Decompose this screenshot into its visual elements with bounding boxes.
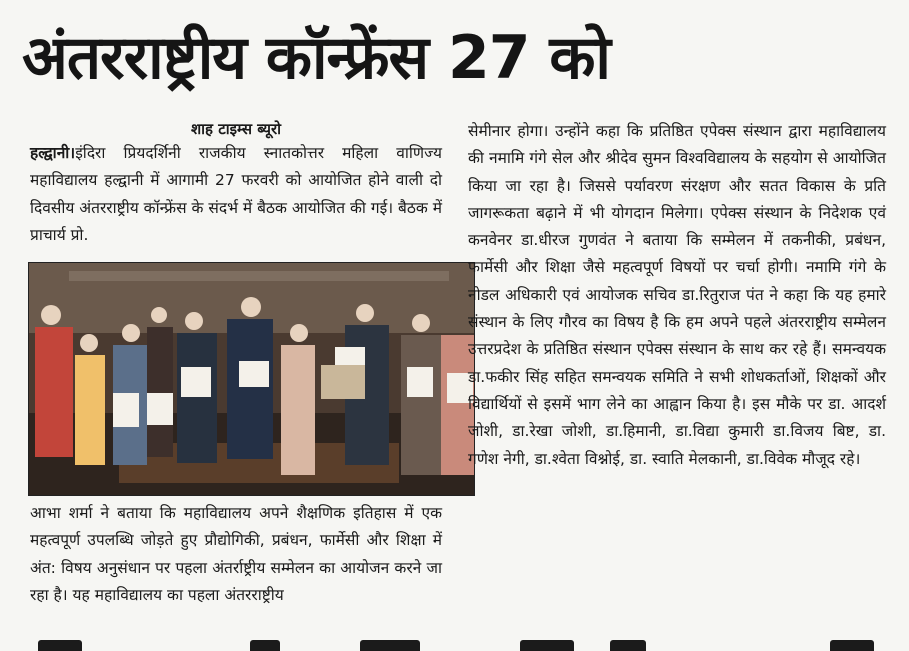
- article-column-right: [468, 118, 886, 473]
- next-headline-fragment: [0, 640, 909, 651]
- dateline: हल्द्वानी।: [30, 144, 76, 162]
- article-column-left-top: [30, 118, 442, 249]
- article-paragraph-lead: [30, 140, 442, 249]
- byline: शाह टाइम्स ब्यूरो: [190, 120, 282, 138]
- article-column-left-bottom: [30, 500, 442, 609]
- article-paragraph-right: सेमीनार होगा। उन्होंने कहा कि प्रतिष्ठित एपेक्स संस्थान द्वारा महाविद्यालय की नमामि गंगे सेल और श्रीदेव सुमन विश्वविद्यालय के सहयोग से आयोजित किया जा रहा है। जिससे पर्यावरण संरक्षण और सतत विकास के प्रति जागरूकता बढ़ाने में भी योगदान मिलेगा। एपेक्स संस्थान के निदेशक एवं कनवेनर डा.धीरज गुणवंत ने बताया कि सम्मेलन में तकनीकी, प्रबंधन, फार्मेसी और शिक्षा जैसे महत्वपूर्ण विषयों पर चर्चा होगी। नमामि गंगे के नोडल अधिकारी एवं आयोजक सचिव डा.रितुराज पंत ने कहा कि यह हमारे संस्थान के लिए गौरव का विषय है कि हम अपने पहले अंतरराष्ट्रीय सम्मेलन उत्तरप्रदेश के प्रतिष्ठित संस्थान एपेक्स संस्थान के साथ कर रहे हैं। समन्वयक डा.फकीर सिंह सहित समन्वयक समिति ने सभी शोधकर्ताओं, शिक्षकों और विद्यार्थियों से इसमें भाग लेने का आह्वान किया है। इस मौके पर डा. आदर्श जोशी, डा.रेखा जोशी, डा.हिमानी, डा.विद्या कुमारी डा.विजय बिष्ट, डा. गणेश नेगी, डा.श्वेता विश्नोई, डा. स्वाति मेलकानी, डा.विवेक मौजूद रहे।: [468, 122, 886, 468]
- group-photo-illustration: [29, 263, 474, 495]
- headline: अंतरराष्ट्रीय कॉन्फ्रेंस 27 को: [22, 23, 610, 93]
- news-photo: [28, 262, 475, 496]
- article-paragraph-continuation: आभा शर्मा ने बताया कि महाविद्यालय अपने शैक्षणिक इतिहास में एक महत्वपूर्ण उपलब्धि जोड़ते हुए प्रौद्योगिकी, प्रबंधन, फार्मेसी और शिक्षा में अंत: विषय अनुसंधान पर पहला अंतर्राष्ट्रीय सम्मेलन का आयोजन करने जा रहा है। यह महाविद्यालय का पहला अंतरराष्ट्रीय: [30, 504, 442, 604]
- lead-text: इंदिरा प्रियदर्शिनी राजकीय स्नातकोत्तर महिला वाणिज्य महाविद्यालय हल्द्वानी में आगामी 27 फरवरी को आयोजित होने वाली दो दिवसीय अंतरराष्ट्रीय कॉन्फ्रेंस के संदर्भ में बैठक आयोजित की गई। बैठक में प्राचार्य प्रो.: [30, 144, 442, 244]
